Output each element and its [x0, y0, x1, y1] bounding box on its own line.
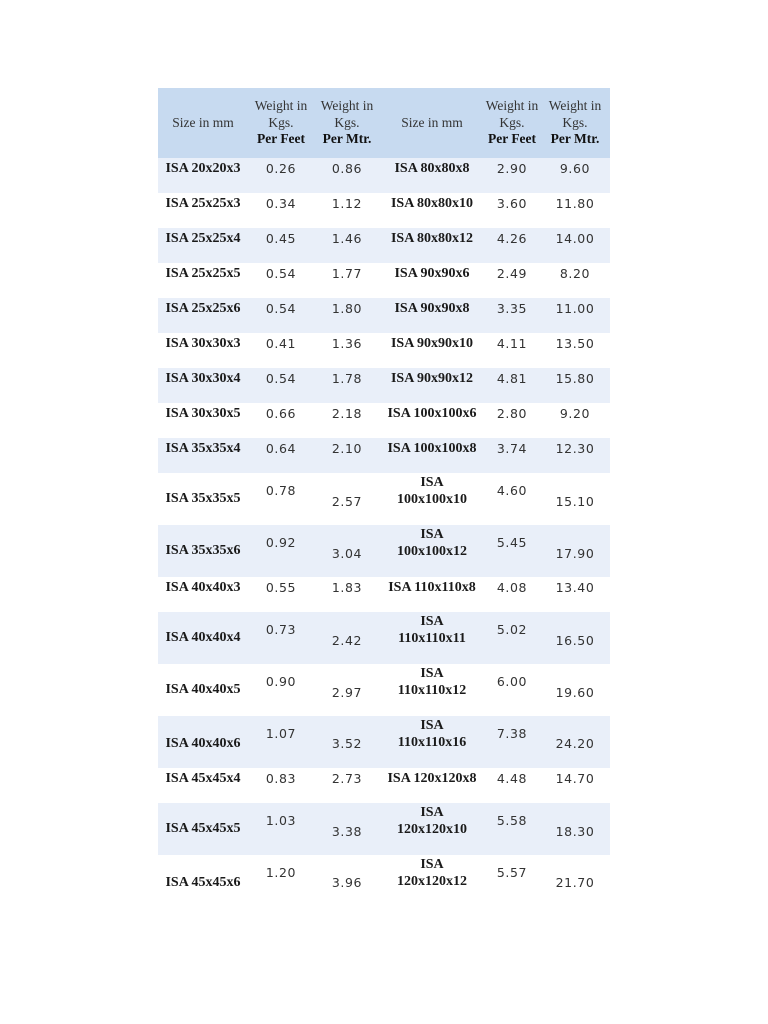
- size-cell: ISA 110x110x8: [388, 580, 476, 595]
- size-cell-line1: ISA: [420, 475, 444, 490]
- weight-per-feet-cell: 0.90: [265, 674, 297, 689]
- table-row: [158, 263, 610, 298]
- weight-per-mtr-cell: 15.80: [555, 371, 595, 386]
- size-cell: ISA 90x90x12: [390, 371, 474, 386]
- weight-per-feet-cell: 7.38: [496, 726, 528, 741]
- weight-per-feet-cell: 0.73: [265, 622, 297, 637]
- weight-per-mtr-cell: 1.36: [331, 336, 363, 351]
- weight-per-mtr-cell: 1.78: [331, 371, 363, 386]
- weight-per-mtr-cell: 14.70: [555, 771, 595, 786]
- header-label-line1: Weight in: [254, 98, 308, 114]
- weight-per-feet-cell: 2.80: [496, 406, 528, 421]
- weight-per-mtr-cell: 19.60: [555, 685, 595, 700]
- size-cell: [380, 716, 484, 768]
- weight-per-mtr-cell: 3.96: [331, 875, 363, 890]
- weight-per-feet-cell: 1.07: [265, 726, 297, 741]
- weight-per-feet-cell: 5.58: [496, 813, 528, 828]
- size-cell: ISA 30x30x5: [165, 406, 241, 421]
- header-label-line3: Per Feet: [256, 131, 306, 147]
- header-weight-per-mtr-right: [540, 88, 610, 158]
- size-cell: ISA 100x100x6: [387, 406, 477, 421]
- header-size-right-label: Size in mm: [401, 114, 463, 130]
- weight-per-feet-cell: 4.11: [496, 336, 528, 351]
- weight-per-mtr-cell: 21.70: [555, 875, 595, 890]
- size-cell: ISA 80x80x12: [390, 231, 474, 246]
- weight-per-mtr-cell: 1.77: [331, 266, 363, 281]
- header-label-line2: Kgs.: [334, 114, 360, 130]
- size-cell: ISA 40x40x4: [165, 630, 241, 645]
- size-cell: ISA 25x25x6: [165, 301, 241, 316]
- size-cell: ISA 25x25x4: [165, 231, 241, 246]
- weight-per-mtr-cell: 18.30: [555, 824, 595, 839]
- table-row: [158, 403, 610, 438]
- weight-per-feet-cell: 5.45: [496, 535, 528, 550]
- weight-per-mtr-cell: 2.42: [331, 633, 363, 648]
- size-cell: [380, 612, 484, 664]
- header-size-left-label: Size in mm: [172, 114, 234, 130]
- weight-per-mtr-cell: 11.80: [555, 196, 595, 211]
- weight-per-mtr-cell: 9.20: [559, 406, 591, 421]
- size-cell: ISA 40x40x3: [165, 580, 241, 595]
- weight-per-feet-cell: 4.48: [496, 771, 528, 786]
- weight-per-feet-cell: 0.26: [265, 161, 297, 176]
- table-row: [158, 612, 610, 664]
- weight-per-feet-cell: 2.49: [496, 266, 528, 281]
- weight-per-mtr-cell: 13.40: [555, 580, 595, 595]
- weight-per-feet-cell: 1.03: [265, 813, 297, 828]
- header-weight-per-feet-left: [248, 88, 314, 158]
- size-cell: [380, 664, 484, 716]
- weight-per-feet-cell: 3.35: [496, 301, 528, 316]
- weight-per-mtr-cell: 13.50: [555, 336, 595, 351]
- size-cell: ISA 90x90x10: [390, 336, 474, 351]
- table-row: [158, 664, 610, 716]
- weight-per-feet-cell: 3.74: [496, 441, 528, 456]
- header-label-line2: Kgs.: [268, 114, 294, 130]
- table-row: [158, 333, 610, 368]
- header-label-line2: Kgs.: [562, 114, 588, 130]
- size-cell-line1: ISA: [420, 805, 444, 820]
- size-cell-line2: 110x110x11: [398, 631, 466, 646]
- weight-per-mtr-cell: 2.97: [331, 685, 363, 700]
- weight-per-feet-cell: 3.60: [496, 196, 528, 211]
- table-row: [158, 473, 610, 525]
- weight-per-mtr-cell: 16.50: [555, 633, 595, 648]
- header-label-line3: Per Mtr.: [550, 131, 600, 147]
- size-cell-line1: ISA: [420, 666, 444, 681]
- size-cell: ISA 35x35x4: [165, 441, 241, 456]
- weight-per-feet-cell: 0.54: [265, 266, 297, 281]
- weight-per-mtr-cell: 15.10: [555, 494, 595, 509]
- weight-per-feet-cell: 0.45: [265, 231, 297, 246]
- table-row: [158, 368, 610, 403]
- weight-per-mtr-cell: 2.10: [331, 441, 363, 456]
- weight-per-mtr-cell: 1.83: [331, 580, 363, 595]
- size-cell: ISA 35x35x6: [165, 543, 241, 558]
- weight-per-feet-cell: 0.64: [265, 441, 297, 456]
- size-cell: ISA 45x45x6: [165, 875, 241, 890]
- header-weight-per-mtr-left: [314, 88, 380, 158]
- weight-per-feet-cell: 0.66: [265, 406, 297, 421]
- header-label-line1: Weight in: [548, 98, 602, 114]
- weight-per-mtr-cell: 3.38: [331, 824, 363, 839]
- size-cell: ISA 30x30x3: [165, 336, 241, 351]
- weight-per-feet-cell: 5.02: [496, 622, 528, 637]
- size-cell-line2: 120x120x10: [397, 822, 467, 837]
- size-cell: ISA 90x90x6: [394, 266, 470, 281]
- weight-per-feet-cell: 5.57: [496, 865, 528, 880]
- size-cell: ISA 80x80x8: [394, 161, 470, 176]
- size-cell: [380, 855, 484, 907]
- weight-per-feet-cell: 0.34: [265, 196, 297, 211]
- weight-per-feet-cell: 0.92: [265, 535, 297, 550]
- size-cell: ISA 90x90x8: [394, 301, 470, 316]
- weight-per-mtr-cell: 9.60: [559, 161, 591, 176]
- table-row: [158, 855, 610, 907]
- weight-per-mtr-cell: 11.00: [555, 301, 595, 316]
- size-cell: ISA 45x45x5: [165, 821, 241, 836]
- weight-per-mtr-cell: 1.80: [331, 301, 363, 316]
- size-cell-line1: ISA: [420, 718, 444, 733]
- size-cell-line1: ISA: [420, 857, 444, 872]
- weight-per-feet-cell: 2.90: [496, 161, 528, 176]
- size-cell: ISA 20x20x3: [165, 161, 241, 176]
- header-label-line3: Per Mtr.: [322, 131, 372, 147]
- weight-per-feet-cell: 0.41: [265, 336, 297, 351]
- header-size-right: [380, 88, 484, 158]
- size-cell: [380, 803, 484, 855]
- weight-per-mtr-cell: 14.00: [555, 231, 595, 246]
- weight-per-mtr-cell: 2.57: [331, 494, 363, 509]
- size-cell: ISA 40x40x6: [165, 736, 241, 751]
- size-cell: ISA 40x40x5: [165, 682, 241, 697]
- weight-per-mtr-cell: 1.46: [331, 231, 363, 246]
- header-label-line3: Per Feet: [487, 131, 537, 147]
- weight-per-feet-cell: 1.20: [265, 865, 297, 880]
- size-cell-line2: 120x120x12: [397, 874, 467, 889]
- weight-per-mtr-cell: 0.86: [331, 161, 363, 176]
- weight-per-feet-cell: 0.78: [265, 483, 297, 498]
- size-cell: ISA 100x100x8: [387, 441, 477, 456]
- size-cell: ISA 35x35x5: [165, 491, 241, 506]
- size-cell: [380, 525, 484, 577]
- weight-per-mtr-cell: 3.52: [331, 736, 363, 751]
- size-cell-line2: 110x110x16: [397, 735, 467, 750]
- weight-per-feet-cell: 4.08: [496, 580, 528, 595]
- weight-per-feet-cell: 6.00: [496, 674, 528, 689]
- size-cell: ISA 25x25x5: [165, 266, 241, 281]
- weight-per-feet-cell: 4.81: [496, 371, 528, 386]
- weight-per-mtr-cell: 17.90: [555, 546, 595, 561]
- weight-per-mtr-cell: 3.04: [331, 546, 363, 561]
- table-row: [158, 525, 610, 577]
- size-cell-line2: 110x110x12: [397, 683, 467, 698]
- table-row: [158, 158, 610, 193]
- size-cell: ISA 25x25x3: [165, 196, 241, 211]
- weight-table: [158, 88, 610, 907]
- table-row: [158, 768, 610, 803]
- table-row: [158, 716, 610, 768]
- weight-per-feet-cell: 0.54: [265, 301, 297, 316]
- weight-per-feet-cell: 0.55: [265, 580, 297, 595]
- weight-per-feet-cell: 4.26: [496, 231, 528, 246]
- weight-per-mtr-cell: 2.18: [331, 406, 363, 421]
- weight-per-feet-cell: 0.54: [265, 371, 297, 386]
- size-cell-line1: ISA: [420, 527, 444, 542]
- header-size-left: [158, 88, 248, 158]
- size-cell-line2: 100x100x10: [397, 492, 467, 507]
- size-cell-line1: ISA: [420, 614, 444, 629]
- header-label-line2: Kgs.: [499, 114, 525, 130]
- weight-per-feet-cell: 4.60: [496, 483, 528, 498]
- header-label-line1: Weight in: [485, 98, 539, 114]
- header-weight-per-feet-right: [484, 88, 540, 158]
- table-row: [158, 298, 610, 333]
- weight-per-mtr-cell: 12.30: [555, 441, 595, 456]
- size-cell: [380, 473, 484, 525]
- weight-per-feet-cell: 0.83: [265, 771, 297, 786]
- size-cell: ISA 80x80x10: [390, 196, 474, 211]
- table-row: [158, 228, 610, 263]
- weight-per-mtr-cell: 8.20: [559, 266, 591, 281]
- weight-per-mtr-cell: 24.20: [555, 736, 595, 751]
- table-header: [158, 88, 610, 158]
- size-cell: ISA 120x120x8: [387, 771, 477, 786]
- header-label-line1: Weight in: [320, 98, 374, 114]
- size-cell-line2: 100x100x12: [397, 544, 467, 559]
- table-row: [158, 438, 610, 473]
- table-row: [158, 193, 610, 228]
- table-row: [158, 803, 610, 855]
- weight-per-mtr-cell: 2.73: [331, 771, 363, 786]
- size-cell: ISA 45x45x4: [165, 771, 241, 786]
- size-cell: ISA 30x30x4: [165, 371, 241, 386]
- table-row: [158, 577, 610, 612]
- weight-per-mtr-cell: 1.12: [331, 196, 363, 211]
